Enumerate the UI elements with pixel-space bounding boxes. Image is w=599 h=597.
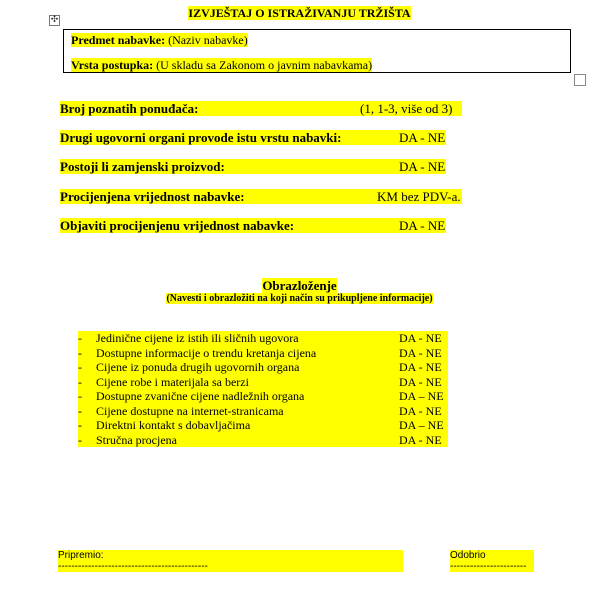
list-item: - Cijene dostupne na internet-stranicama DA - NE [78, 403, 442, 418]
table-resize-handle-icon[interactable] [574, 74, 586, 86]
list-item: - Jedinične cijene iz istih ili sličnih ugovora DA - NE [78, 331, 442, 345]
row-substitute-product [60, 159, 446, 174]
row-known-bidders [60, 101, 462, 116]
approved-label: Odobrio [450, 550, 486, 561]
subject-label: Predmet nabavke: [71, 33, 166, 47]
prepared-signature-line: --------------------------------------------- [58, 561, 208, 572]
subject-value: (Naziv nabavke) [165, 33, 248, 47]
list-item: - Cijene robe i materijala sa berzi DA - NE [78, 374, 442, 389]
procedure-line [71, 58, 372, 73]
list-item: - Stručna procjena DA - NE [78, 432, 442, 447]
row-publish-value [60, 218, 446, 233]
row-estimated-value [60, 189, 462, 204]
row-value: DA - NE [399, 218, 446, 233]
row-other-authorities [60, 130, 446, 145]
procedure-value: (U skladu sa Zakonom o javnim nabavkama) [153, 58, 373, 72]
row-value: KM bez PDV-a. [377, 189, 461, 204]
list-item: - Direktni kontakt s dobavljačima DA – NE [78, 418, 444, 432]
table-move-handle-icon[interactable]: ✣ [50, 15, 59, 25]
list-item: - Dostupne informacije o trendu kretanja cijena DA - NE [78, 345, 442, 360]
explanation-subtitle [0, 293, 599, 304]
row-label: Drugi ugovorni organi provode istu vrstu nabavki: [60, 130, 342, 145]
row-value: DA - NE [399, 159, 446, 174]
list-item: - Dostupne zvanične cijene nadležnih organa DA – NE [78, 389, 444, 403]
method-list [78, 331, 448, 447]
explanation-subtitle-text: (Navesti i obrazložiti na koji način su prikupljene informacije) [166, 293, 433, 304]
row-value: (1, 1-3, više od 3) [360, 101, 453, 116]
list-item: - Cijene iz ponuda drugih ugovornih organa DA - NE [78, 360, 442, 374]
prepared-label: Pripremio: [58, 550, 104, 561]
row-value: DA - NE [399, 130, 446, 145]
approved-signature-line: ----------------------- [450, 561, 527, 572]
approved-block [450, 550, 534, 572]
prepared-block [58, 550, 403, 572]
row-label: Procijenjena vrijednost nabavke: [60, 189, 245, 204]
document-title-text: IZVJEŠTAJ O ISTRAŽIVANJU TRŽIŠTA [188, 6, 411, 20]
info-table [63, 29, 571, 73]
document-title [0, 6, 599, 21]
row-label: Objaviti procijenjenu vrijednost nabavke: [60, 218, 295, 233]
row-label: Postoji li zamjenski proizvod: [60, 159, 225, 174]
row-label: Broj poznatih ponuđača: [60, 101, 199, 116]
procedure-label: Vrsta postupka: [71, 58, 154, 72]
subject-line [71, 33, 248, 48]
explanation-title [0, 278, 599, 294]
explanation-title-text: Obrazloženje [262, 278, 337, 293]
